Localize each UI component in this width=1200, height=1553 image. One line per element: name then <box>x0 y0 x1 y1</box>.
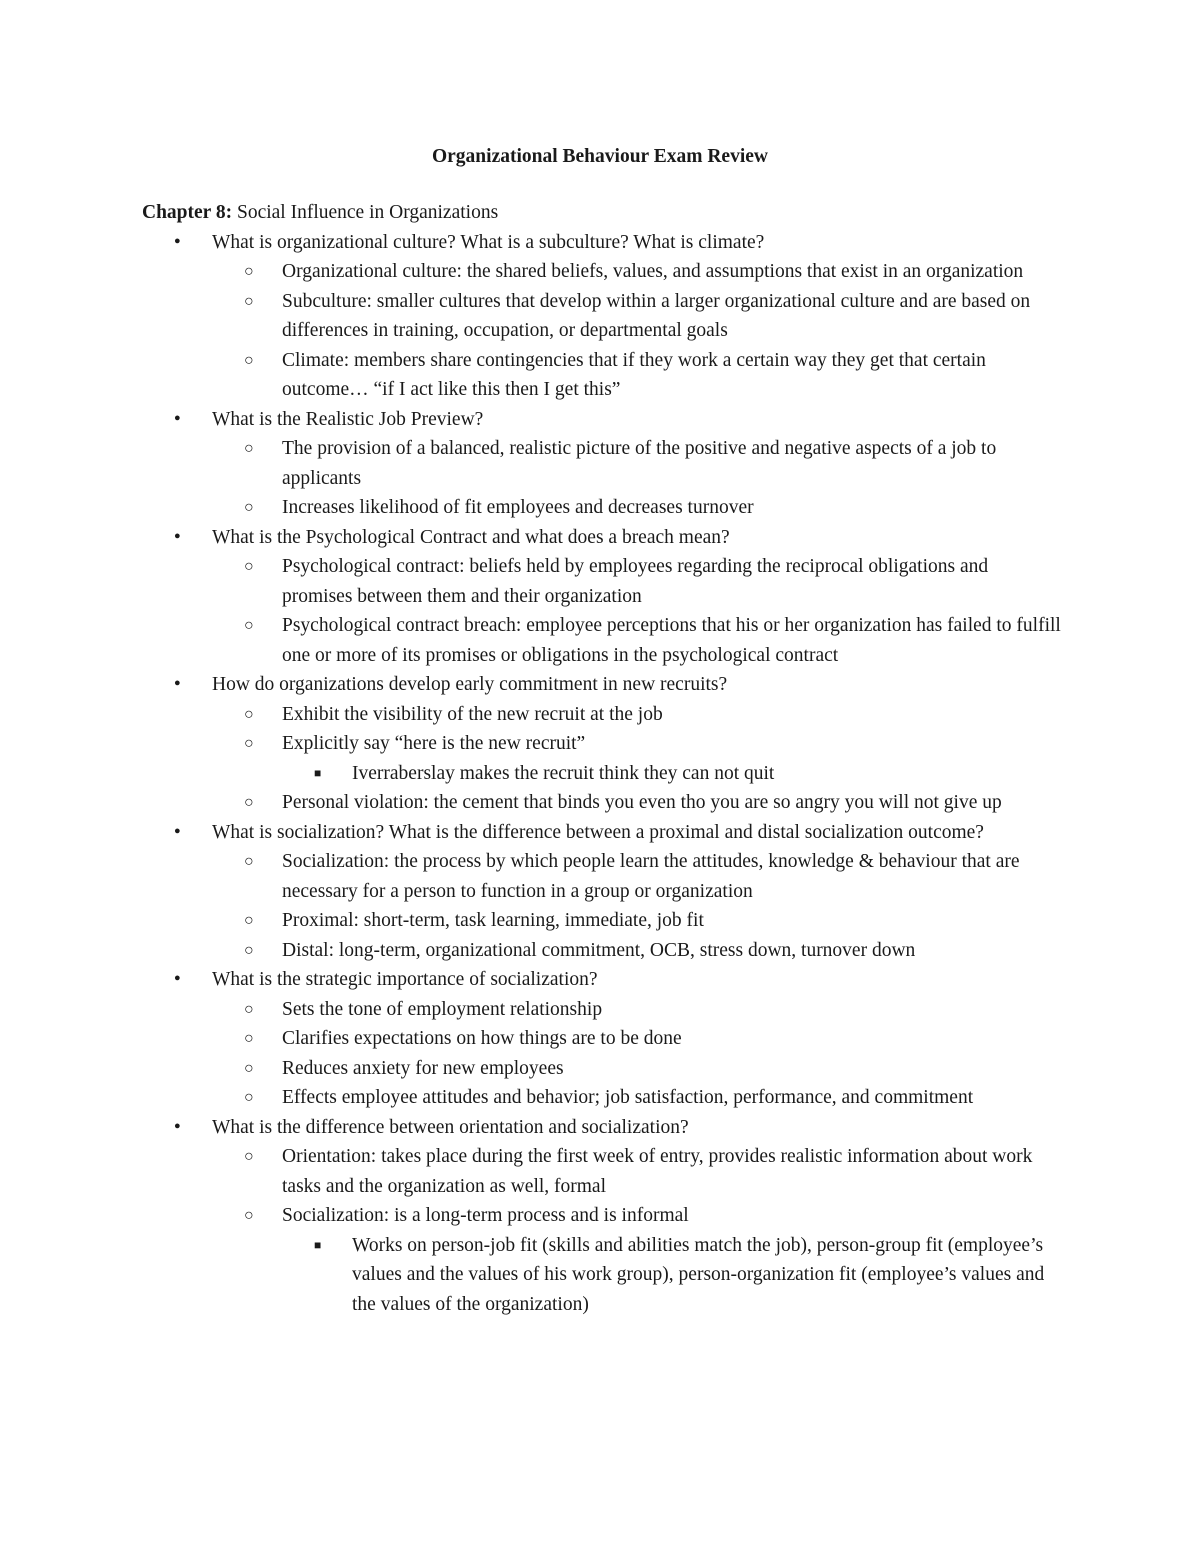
question-text: What is the Psychological Contract and what does a breach mean? <box>212 526 730 548</box>
circle-bullet-icon <box>244 1201 254 1232</box>
answer-item <box>212 1201 1062 1319</box>
question-text: What is the Realistic Job Preview? <box>212 408 484 430</box>
question-item <box>142 1113 1062 1320</box>
document-body <box>142 198 1062 1319</box>
answer-item <box>212 906 1062 936</box>
circle-bullet-icon <box>244 257 254 288</box>
answer-list <box>142 995 1062 1113</box>
answer-item <box>212 1142 1062 1201</box>
answer-item <box>212 611 1062 670</box>
answer-item <box>212 729 1062 788</box>
square-bullet-icon <box>314 1231 321 1262</box>
bullet-icon <box>174 965 181 996</box>
circle-bullet-icon <box>244 552 254 583</box>
question-text: How do organizations develop early commitment in new recruits? <box>212 674 728 695</box>
chapter-label: Chapter 8: <box>142 202 233 223</box>
answer-item <box>212 995 1062 1025</box>
question-list <box>142 228 1062 1320</box>
square-bullet-icon <box>314 759 321 790</box>
answer-text: Distal: long-term, organizational commitment, OCB, stress down, turnover down <box>282 939 916 961</box>
circle-bullet-icon <box>244 700 254 731</box>
answer-item <box>212 1054 1062 1084</box>
answer-list <box>142 1142 1062 1319</box>
answer-text: Increases likelihood of fit employees and decreases turnover <box>282 497 754 518</box>
answer-text: Socialization: is a long-term process and is informal <box>282 1205 689 1226</box>
question-item <box>142 228 1062 405</box>
answer-text: The provision of a balanced, realistic picture of the positive and negative aspects of a job to applicants <box>282 438 997 489</box>
answer-text: Psychological contract breach: employee perceptions that his or her organization has failed to fulfill one or more of its promises or obligations in the psychological contract <box>282 615 1061 666</box>
circle-bullet-icon <box>244 995 254 1026</box>
answer-text: Clarifies expectations on how things are to be done <box>282 1028 682 1049</box>
answer-item <box>212 257 1062 287</box>
circle-bullet-icon <box>244 906 254 937</box>
circle-bullet-icon <box>244 1142 254 1173</box>
circle-bullet-icon <box>244 346 254 377</box>
answer-text: Psychological contract: beliefs held by employees regarding the reciprocal obligations and promises between them and their organization <box>282 556 989 607</box>
circle-bullet-icon <box>244 1024 254 1055</box>
answer-item <box>212 936 1062 966</box>
answer-list <box>142 434 1062 523</box>
circle-bullet-icon <box>244 1083 254 1114</box>
chapter-heading <box>142 198 1062 228</box>
question-text: What is socialization? What is the difference between a proximal and distal socialization outcome? <box>212 821 984 843</box>
question-item <box>142 670 1062 818</box>
detail-list <box>212 759 1062 789</box>
detail-text: Iverraberslay makes the recruit think they can not quit <box>352 762 775 784</box>
question-item <box>142 965 1062 1113</box>
circle-bullet-icon <box>244 1054 254 1085</box>
detail-item <box>282 1231 1062 1320</box>
bullet-icon <box>174 228 181 259</box>
bullet-icon <box>174 523 181 554</box>
answer-list <box>142 257 1062 405</box>
answer-text: Orientation: takes place during the first week of entry, provides realistic information about work tasks and the organization as well, formal <box>282 1146 1033 1197</box>
detail-item <box>282 759 1062 789</box>
answer-text: Organizational culture: the shared beliefs, values, and assumptions that exist in an organization <box>282 261 1024 282</box>
chapter-name: Social Influence in Organizations <box>236 202 499 223</box>
circle-bullet-icon <box>244 788 254 819</box>
answer-item <box>212 1083 1062 1113</box>
question-text: What is the difference between orientation and socialization? <box>212 1116 689 1138</box>
detail-list <box>212 1231 1062 1320</box>
answer-item <box>212 847 1062 906</box>
circle-bullet-icon <box>244 493 254 524</box>
question-item <box>142 523 1062 671</box>
circle-bullet-icon <box>244 611 254 642</box>
question-item <box>142 405 1062 523</box>
detail-text: Works on person-job fit (skills and abilities match the job), person-group fit (employee’s values and the values of his work group), person-organization fit (employee’s values and the values of the organization) <box>352 1234 1045 1315</box>
answer-list <box>142 700 1062 818</box>
answer-text: Socialization: the process by which people learn the attitudes, knowledge & behaviour that are necessary for a person to function in a group or organization <box>282 851 1020 902</box>
answer-text: Sets the tone of employment relationship <box>282 998 603 1020</box>
circle-bullet-icon <box>244 729 254 760</box>
bullet-icon <box>174 670 181 701</box>
answer-text: Personal violation: the cement that binds you even tho you are so angry you will not give up <box>282 792 1002 813</box>
bullet-icon <box>174 1113 181 1144</box>
answer-text: Climate: members share contingencies that if they work a certain way they get that certain outcome… “if I act like this then I get this” <box>282 349 986 400</box>
answer-list <box>142 552 1062 670</box>
bullet-icon <box>174 405 181 436</box>
answer-item <box>212 700 1062 730</box>
question-item <box>142 818 1062 966</box>
circle-bullet-icon <box>244 287 254 318</box>
question-text: What is the strategic importance of socialization? <box>212 969 598 990</box>
answer-item <box>212 493 1062 523</box>
answer-item <box>212 788 1062 818</box>
answer-text: Effects employee attitudes and behavior; job satisfaction, performance, and commitment <box>282 1087 974 1108</box>
answer-item <box>212 552 1062 611</box>
bullet-icon <box>174 818 181 849</box>
question-text: What is organizational culture? What is a subculture? What is climate? <box>212 231 765 253</box>
circle-bullet-icon <box>244 434 254 465</box>
answer-text: Proximal: short-term, task learning, immediate, job fit <box>282 910 704 931</box>
answer-text: Subculture: smaller cultures that develop within a larger organizational culture and are based on differences in training, occupation, or departmental goals <box>282 290 1031 341</box>
answer-item <box>212 1024 1062 1054</box>
answer-item <box>212 287 1062 346</box>
answer-item <box>212 346 1062 405</box>
answer-text: Exhibit the visibility of the new recruit at the job <box>282 703 663 725</box>
circle-bullet-icon <box>244 936 254 967</box>
answer-text: Explicitly say “here is the new recruit” <box>282 733 586 754</box>
answer-item <box>212 434 1062 493</box>
answer-list <box>142 847 1062 965</box>
circle-bullet-icon <box>244 847 254 878</box>
answer-text: Reduces anxiety for new employees <box>282 1057 564 1079</box>
page-title: Organizational Behaviour Exam Review <box>431 146 768 167</box>
